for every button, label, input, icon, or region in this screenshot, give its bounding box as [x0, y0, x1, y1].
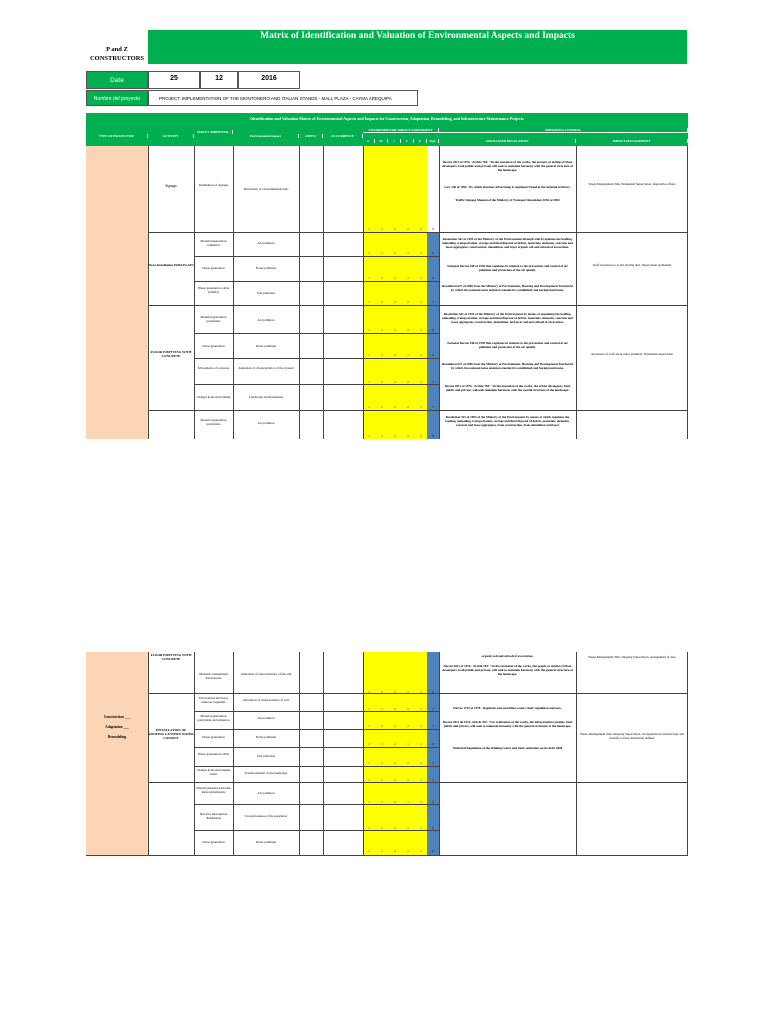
assessment-value: 1	[368, 405, 370, 409]
impact-cell: Noise pollution	[255, 735, 277, 739]
aspect-cell: Material generation particulate and emission	[197, 714, 230, 722]
impact-cell: Prevention of environmental risks	[243, 187, 289, 191]
impact-cell: Noise pollution	[255, 266, 277, 270]
assessment-value: 1	[381, 300, 383, 304]
col-activity: ACTIVITY	[148, 134, 194, 138]
type-label: Adaptation ___	[105, 725, 129, 729]
assessment-value: 1	[381, 778, 383, 782]
assessment-value: 2	[407, 300, 409, 304]
control-text: Waste Management Talk. Ongoing Supervision. Arrangement in labeled bags and transfer to final destination defined	[580, 732, 684, 740]
regulation-text: National Decree 948 of 1995 that regulates in relation to the prevention and control of air pollution and protection of the air quality.	[447, 341, 568, 349]
assessment-value: 2	[394, 742, 396, 746]
assessment-value: 1	[407, 276, 409, 280]
impact-cell: Alteration of characteristics of the ground	[238, 366, 294, 370]
impact-cell: Air pollution	[257, 241, 275, 245]
matrix-title: Identification and Valuation Matrix of Environmental Aspects and Impacts for Construction, Adaptation, Remodeling, and Infrastructure Maintenance Projects	[86, 113, 688, 126]
activity-floor: Floor Installation PORCELAIN	[148, 263, 194, 267]
assessment-value: 6	[432, 276, 434, 280]
assessment-value: 1	[368, 227, 370, 231]
assessment-value: 1	[407, 800, 409, 804]
assessment-value: 2	[394, 690, 396, 694]
assessment-value: 2	[394, 724, 396, 728]
assessment-value: 1	[381, 276, 383, 280]
project-label: Nombre del proyecto	[86, 90, 148, 106]
assessment-value: 8	[432, 227, 434, 231]
assessment-value: 1	[381, 353, 383, 357]
regulation-text: organic soil and subsoil of excavation.	[481, 654, 534, 658]
control-text: Awareness of staff about noise pollution. Permanent supervision	[591, 352, 673, 356]
regulation-text: Technical Regulation of the drinking water and basic sanitation sector RAS 2000	[452, 746, 563, 750]
assessment-column-fill	[363, 146, 427, 439]
assessment-value: 1	[381, 405, 383, 409]
control-text: Waste Management Talk. Ongoing Supervision. arrangement of tiers	[588, 655, 676, 659]
col-control-group: OPERATING CONTROL	[439, 128, 688, 133]
col-occurrence: OCCURRENCE	[323, 134, 363, 138]
assessment-value: 1	[381, 761, 383, 765]
assessment-value: 1	[368, 434, 370, 438]
assessment-value: 6	[432, 251, 434, 255]
assessment-value: 2	[394, 761, 396, 765]
assessment-value: 1	[368, 826, 370, 830]
aspect-cell: Material generation industrial	[200, 239, 227, 247]
assessment-value: 1	[381, 227, 383, 231]
impact-cell: Unconsciousness of the population	[245, 814, 287, 818]
assessment-value: 1	[381, 800, 383, 804]
sign-column-fill	[427, 652, 439, 855]
activity-roofing: INSTALLATION OF ROOFING LANTERN WATER CONDUIT	[148, 728, 194, 740]
assessment-value: 7	[432, 707, 434, 711]
col-type: TYPE OF PROJECT/ISE	[86, 134, 148, 138]
col-eval-e: E	[414, 139, 427, 143]
regulation-text: Resolution 541 of 1994 of the Ministry of the Environment by means of which regulates the loading, unloading, transportation, storage and final disposal of debris, materials, elements, concrete and loose aggregates, from construction, from demolition and layer	[445, 415, 570, 427]
aspect-cell: Waste generation solids	[197, 752, 230, 756]
assessment-value: 7	[432, 724, 434, 728]
assessment-value: 2	[407, 707, 409, 711]
assessment-value: 6	[432, 353, 434, 357]
date-day: 25	[148, 71, 200, 89]
type-column-fill	[86, 652, 148, 855]
assessment-value: 2	[394, 227, 396, 231]
assessment-value: 1	[407, 826, 409, 830]
assessment-value: 6	[432, 690, 434, 694]
assessment-value: 1	[368, 761, 370, 765]
col-eval-f: F	[401, 139, 414, 143]
assessment-value: 1	[420, 742, 422, 746]
assessment-value: 1	[368, 849, 370, 853]
assessment-value: 1	[381, 380, 383, 384]
assessment-value: 2	[394, 300, 396, 304]
impact-cell: Air pollution	[257, 791, 275, 795]
impact-cell: Soil pollution	[256, 291, 276, 295]
aspect-cell: Changes in the environment scenic	[196, 768, 231, 776]
assessment-value: 1	[420, 826, 422, 830]
assessment-value: 1	[420, 405, 422, 409]
assessment-value: 1	[381, 849, 383, 853]
assessment-value: 1	[407, 251, 409, 255]
col-regulation: ASSOCIATED REGULATION	[439, 139, 576, 143]
type-label: Remodeling	[107, 735, 127, 739]
assessment-value: 2	[407, 724, 409, 728]
assessment-value: 1	[368, 328, 370, 332]
project-value: PROJECT: IMPLEMENTATION OF THE MONTONERO AND ITALIAN STANDS - MALL PLAZA - CAYMA AREQUIPA	[148, 90, 418, 106]
col-management: IMPACT MANAGEMENT	[576, 139, 688, 143]
assessment-value: 1	[407, 690, 409, 694]
assessment-column-fill	[363, 652, 427, 855]
col-eval-i: I	[388, 139, 401, 143]
col-eval-c: C	[363, 139, 375, 143]
col-aspeq: ASPEQ	[299, 134, 323, 138]
regulation-text: Resolution 627 of 2006 from the Ministry of Environment, Housing and Development Territorial by which the national noise emission standard is established and background noise.	[442, 362, 573, 370]
control-text: Waste Management Talk. Permanent Supervision. dispositive efforts	[588, 182, 676, 186]
aspect-cell: Material arrangement Excavations	[199, 672, 228, 680]
assessment-value: 6	[432, 849, 434, 853]
assessment-value: 2	[394, 251, 396, 255]
assessment-value: 6	[432, 742, 434, 746]
regulation-text: Resolution 541 of 1994 of the Ministry of the Environment through which regulates the loading, unloading, transportation, storage and final disposal of debris, materials, elements, concrete and loose aggregates, construction, demolition, and layer organic soil and subsoil of excavation.	[442, 237, 573, 249]
assessment-value: 1	[381, 251, 383, 255]
assessment-value: 1	[368, 380, 370, 384]
assessment-value: 1	[368, 353, 370, 357]
assessment-value: 1	[368, 690, 370, 694]
assessment-value: 7	[432, 380, 434, 384]
regulation-text: Resolution 627 of 2006 from the Ministry of Environment, Housing and Development Territorial by which the national noise emission standard is established and background noise.	[442, 284, 573, 292]
assessment-value: 1	[381, 724, 383, 728]
impact-cell: Noise pollution	[255, 344, 277, 348]
assessment-value: 2	[394, 826, 396, 830]
aspect-cell: Material generation particulate matter and emissions	[196, 787, 231, 794]
impact-cell: Transformation of the landscape	[244, 771, 288, 775]
assessment-value: 1	[420, 276, 422, 280]
assessment-value: 1	[381, 707, 383, 711]
assessment-value: 6	[432, 800, 434, 804]
impact-cell: Soil pollution	[256, 754, 276, 758]
activity-emptying: FLOOR EMPTYING WITH CONCRETE	[150, 350, 192, 358]
aspect-cell: Noise generation	[202, 266, 225, 270]
date-label: Date	[86, 71, 148, 89]
impact-cell: Alteration of characteristics of the soil	[240, 672, 292, 676]
assessment-value: 6	[432, 826, 434, 830]
type-column-fill	[86, 146, 148, 439]
date-month: 12	[200, 71, 238, 89]
assessment-value: 1	[407, 353, 409, 357]
regulation-text: Resolution 541 of 1994 of the Ministry of the Environment by means of regulating the loading, unloading, transportation, storage and final disposal of debris, materials, elements, concrete and loose aggregates, construction, demolition, and layer soil and subsoil of excavation.	[442, 312, 573, 324]
assessment-value: 1	[420, 724, 422, 728]
date-year: 2016	[238, 71, 300, 89]
assessment-value: 1	[368, 707, 370, 711]
assessment-value: 1	[381, 826, 383, 830]
regulation-text: Traffic Signage Manual of the Ministry of Transport Resolution 1050 of 2004	[455, 198, 560, 202]
regulation-text: Decree 2011 of 1976 - Article 784: "In the execution of the works, the persons or entities (Urban developers, both public and private) will seek to maintain harmony with the general structure of the landscape.	[442, 160, 573, 172]
assessment-value: 2	[407, 761, 409, 765]
assessment-value: 2	[394, 707, 396, 711]
aspect-cell: Material generation particulate	[200, 418, 227, 426]
assessment-value: 2	[394, 380, 396, 384]
aspect-cell: Noise generation	[202, 840, 225, 844]
regulation-text: National Decree 948 of 1995 that regulates in relation to the prevention and control of air pollution and protection of the air quality.	[447, 264, 568, 272]
regulation-text: Decree 2011 of 1976 - Article 784: "In the execution of the works, the urban developers, both public and private, will seek maintain harmony with the overall structure of the landscape.	[444, 384, 571, 392]
assessment-value: 1	[407, 742, 409, 746]
impact-cell: Air pollution	[257, 716, 275, 720]
assessment-value: 1	[420, 380, 422, 384]
activity-emptying: FLOOR EMPTYING WITH CONCRETE	[150, 653, 192, 661]
assessment-value: 2	[407, 434, 409, 438]
aspect-cell: Movements of concrete	[197, 366, 230, 370]
assessment-value: 2	[394, 434, 396, 438]
assessment-value: 2	[394, 849, 396, 853]
impact-cell: Noise pollution	[255, 840, 277, 844]
assessment-value: 1	[381, 690, 383, 694]
assessment-value: 2	[394, 405, 396, 409]
assessment-value: 1	[420, 761, 422, 765]
aspect-cell: Excavations and layer removal vegetable	[198, 696, 229, 704]
aspect-cell: Waste generation solids (rubble)	[197, 286, 230, 294]
assessment-value: 2	[394, 328, 396, 332]
regulation-text: Decree 2011 of 1976 - Article 784: "In the execution of the works, the people or entities (Urban developers, both public and private, will seek to maintain harmony with the general structure of the landscape.	[442, 664, 573, 676]
assessment-value: 2	[407, 380, 409, 384]
assessment-value: 1	[368, 800, 370, 804]
impact-cell: Alteration of characteristics of soil	[243, 698, 289, 702]
col-eval-sign: Sign	[427, 139, 439, 143]
aspect-cell: Material generation particulate	[200, 315, 227, 323]
aspect-cell: Noise generation	[202, 344, 225, 348]
control-text: Staff awareness to avoid leaving dust. Supervision permanent	[592, 263, 672, 267]
assessment-value: 8	[432, 434, 434, 438]
assessment-value: 1	[420, 690, 422, 694]
assessment-value: 2	[407, 405, 409, 409]
assessment-value: 1	[420, 849, 422, 853]
assessment-value: 1	[368, 724, 370, 728]
assessment-value: 2	[394, 778, 396, 782]
assessment-value: 2	[420, 328, 422, 332]
aspect-cell: Services interruption distribution	[199, 812, 228, 820]
assessment-value: 1	[420, 300, 422, 304]
aspect-cell: Changes in the environment	[196, 395, 231, 399]
assessment-value: 7	[432, 300, 434, 304]
company-name: P and Z CONSTRUCTORS	[89, 46, 145, 62]
assessment-value: 8	[432, 328, 434, 332]
assessment-value: 2	[394, 800, 396, 804]
assessment-value: 1	[420, 707, 422, 711]
assessment-value: 1	[381, 434, 383, 438]
impact-cell: Air pollution	[257, 318, 275, 322]
assessment-value: 7	[432, 778, 434, 782]
impact-cell: Landscape transformation	[248, 395, 284, 399]
assessment-value: 1	[368, 276, 370, 280]
assessment-value: 1	[420, 251, 422, 255]
activity-signage: Signage	[165, 184, 177, 188]
assessment-value: 1	[420, 778, 422, 782]
type-label: Construction ___	[103, 715, 131, 719]
aspect-cell: Noise generation	[202, 735, 225, 739]
regulation-text: Decree 2811 de 1974, Article 784: "For realization of the works, the infrastructure entities, both public and private, will seek to maintain harmony with the general structure of the landscape.	[442, 720, 573, 728]
regulation-text: Decree 1752 of 1978 - Regulates non-maritime waters, their regulation and uses.	[453, 706, 562, 710]
col-eval-group: ENVIRONMENTAL IMPACT ASSESSMENT	[363, 128, 439, 133]
assessment-value: 2	[394, 276, 396, 280]
aspect-cell: Installation of signage	[198, 183, 229, 187]
assessment-value: 2	[407, 778, 409, 782]
assessment-value: 7	[432, 761, 434, 765]
assessment-value: 2	[420, 434, 422, 438]
page-title: Matrix of Identification and Valuation of Environmental Aspects and Impacts	[148, 30, 687, 64]
col-eval-m: M	[375, 139, 388, 143]
col-aspect: ASPECT AMBIENTAL	[194, 130, 233, 134]
assessment-value: 1	[368, 300, 370, 304]
regulation-text: Law 140 of 1994 - By which Outdoor Advertising is regulated Visual in the national territory.	[444, 185, 571, 189]
assessment-value: 1	[368, 251, 370, 255]
assessment-value: 1	[368, 742, 370, 746]
impact-cell: Air pollution	[257, 421, 275, 425]
assessment-value: 1	[420, 353, 422, 357]
assessment-value: 1	[381, 328, 383, 332]
assessment-value: 7	[432, 405, 434, 409]
assessment-value: 2	[394, 353, 396, 357]
assessment-value: 1	[407, 849, 409, 853]
assessment-value: 1	[381, 742, 383, 746]
assessment-value: 2	[407, 227, 409, 231]
assessment-value: 2	[420, 227, 422, 231]
assessment-value: 2	[407, 328, 409, 332]
assessment-value: 1	[368, 778, 370, 782]
col-impact: Environmental Impact	[233, 134, 299, 138]
assessment-value: 1	[420, 800, 422, 804]
